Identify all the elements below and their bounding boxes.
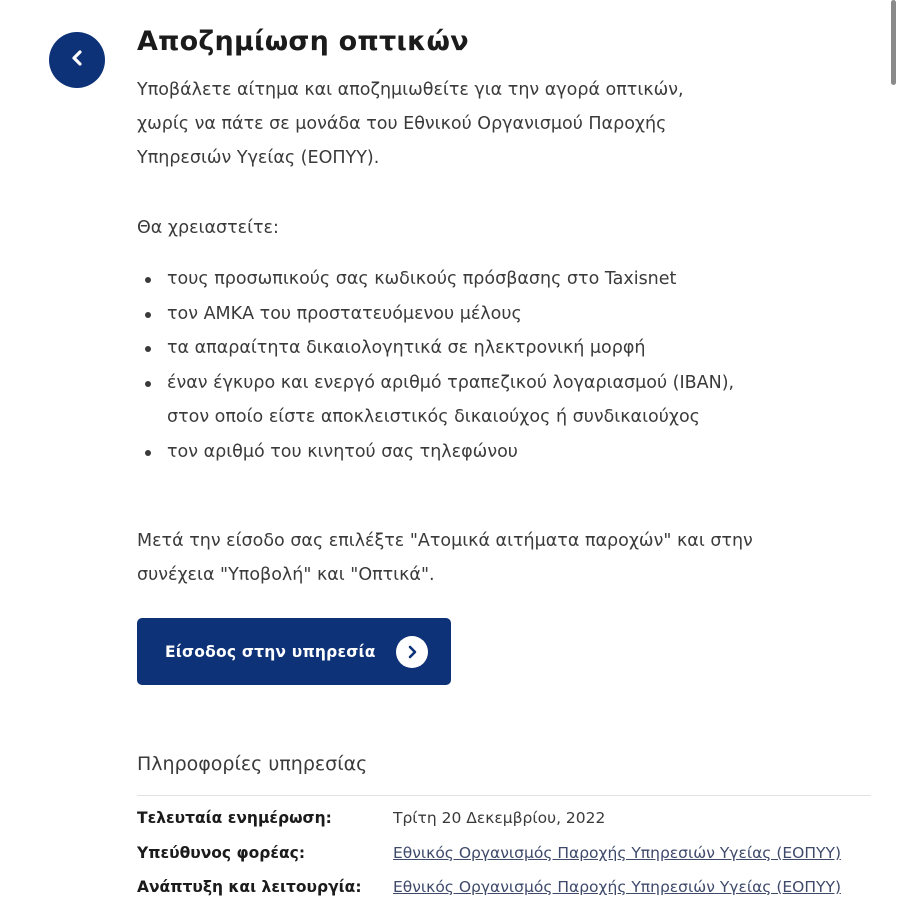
bullet-icon — [145, 277, 151, 283]
list-item: τον αριθμό του κινητού σας τηλεφώνου — [167, 435, 767, 470]
info-label: Τελευταία ενημέρωση: — [137, 809, 332, 827]
enter-service-button[interactable] — [137, 618, 451, 685]
info-value: Τρίτη 20 Δεκεμβρίου, 2022 — [393, 809, 606, 827]
info-row-last-update — [137, 803, 877, 833]
info-label: Υπεύθυνος φορέας: — [137, 844, 306, 862]
service-info-title: Πληροφορίες υπηρεσίας — [137, 753, 368, 775]
requirements-heading: Θα χρειαστείτε: — [137, 218, 279, 238]
list-item: έναν έγκυρο και ενεργό αριθμό τραπεζικού λογαριασμού (IBAN), στον οποίο είστε αποκλειστικός δικαιούχος ή συνδικαιούχος — [167, 366, 767, 435]
page-title: Αποζημίωση οπτικών — [137, 26, 469, 57]
info-label: Ανάπτυξη και λειτουργία: — [137, 878, 362, 896]
bullet-icon — [145, 450, 151, 456]
chevron-left-icon — [70, 50, 84, 70]
intro-text: Υποβάλετε αίτημα και αποζημιωθείτε για την αγορά οπτικών, χωρίς να πάτε σε μονάδα του Εθνικού Οργανισμού Παροχής Υπηρεσιών Υγείας (ΕΟΠΥΥ). — [137, 80, 684, 168]
chevron-right-circle-icon — [396, 636, 428, 668]
info-row-responsible-body — [137, 838, 877, 868]
after-login-instructions: Μετά την είσοδο σας επιλέξτε "Ατομικά αιτήματα παροχών" και στην συνέχεια "Υποβολή" και "Οπτικά". — [137, 531, 753, 585]
divider — [137, 795, 871, 796]
scrollbar-thumb[interactable] — [891, 0, 896, 85]
bullet-icon — [145, 381, 151, 387]
list-item: τον ΑΜΚΑ του προστατευόμενου μέλους — [167, 297, 767, 332]
back-button[interactable] — [49, 32, 105, 88]
enter-service-label: Είσοδος στην υπηρεσία — [165, 642, 376, 661]
bullet-icon — [145, 312, 151, 318]
bullet-icon — [145, 346, 151, 352]
list-item: τα απαραίτητα δικαιολογητικά σε ηλεκτρονική μορφή — [167, 331, 767, 366]
scrollbar[interactable] — [860, 0, 900, 914]
responsible-body-link[interactable]: Εθνικός Οργανισμός Παροχής Υπηρεσιών Υγείας (ΕΟΠΥΥ) — [393, 844, 842, 862]
requirements-list — [137, 262, 767, 469]
list-item: τους προσωπικούς σας κωδικούς πρόσβασης στο Taxisnet — [167, 262, 767, 297]
info-row-development — [137, 872, 877, 902]
development-link[interactable]: Εθνικός Οργανισμός Παροχής Υπηρεσιών Υγείας (ΕΟΠΥΥ) — [393, 878, 842, 896]
